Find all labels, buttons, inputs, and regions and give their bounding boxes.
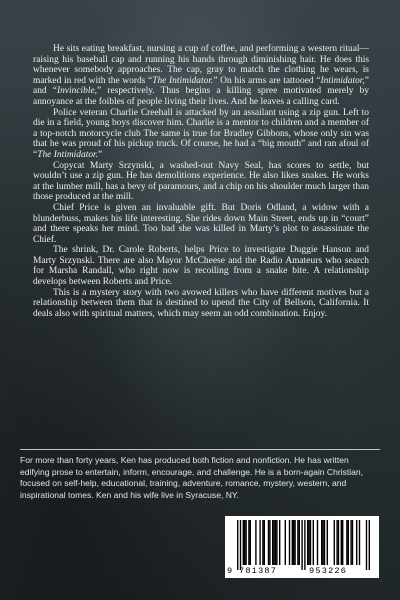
barcode-bar: [276, 520, 277, 565]
synopsis-paragraph-4: Chief Price is given an invaluable gift. But Doris Odland, a widow with a blunderbuss, makes his life interesting. She rides down Main Street, ends up in “court” and there speaks her mind. Too bad she was killed in Marty’s plot to assassinate the Chief.: [33, 202, 369, 245]
barcode-bar: [299, 520, 300, 565]
barcode-bar: [356, 520, 357, 565]
isbn-lead-digit: 9: [227, 566, 233, 576]
barcode-bar: [244, 520, 245, 565]
isbn-right-digits: 953226: [309, 566, 348, 576]
barcode-bar: [292, 520, 293, 565]
barcode-bar: [342, 520, 343, 565]
barcode-bar: [352, 520, 353, 565]
barcode-bar: [297, 520, 298, 565]
barcode-bar: [327, 520, 328, 565]
barcode-bar: [338, 520, 339, 565]
author-bio: For more than forty years, Ken has produced both fiction and nonfiction. He has written edifying prose to entertain, inform, encourage, and challenge. He is a born-again Christian, focused on self-help, educational, training, adventure, romance, mystery, western, and inspirational tomes. Ken and his wife live in Syracuse, NY.: [20, 455, 364, 500]
barcode-bar: [294, 520, 295, 565]
barcode-bar: [346, 520, 347, 565]
barcode-bar: [289, 520, 290, 565]
barcode-bar: [255, 520, 256, 565]
isbn-barcode: [225, 516, 379, 578]
barcode-bar: [321, 520, 322, 565]
barcode-bar: [250, 520, 251, 565]
synopsis-paragraph-2: Police veteran Charlie Creehall is attacked by an assailant using a zip gun. Left to die in a field, young boys discover him. Charlie is a mentor to children and a member of a top-notch motorcycle club The same is true for Bradley Gibbons, whose only sin was that he was proud of his pickup truck. Of course, he had a “big mouth” and ran afoul of “The Intimidator.”: [33, 107, 369, 160]
synopsis-paragraph-1: He sits eating breakfast, nursing a cup of coffee, and performing a western ritual—raising his baseball cap and running his hands through diminishing hair. He does this whenever somebody approaches. The cap, gray to match the clothing he wears, is marked in red with the words “The Intimidator.” On his arms are tattooed “Intimidator,” and “Invincible,” respectively. Thus begins a killing spree motivated merely by annoyance at the foibles of people living their lives. And he leaves a calling card.: [33, 44, 369, 107]
barcode-bar: [245, 520, 246, 565]
synopsis: [33, 44, 369, 319]
barcode-bar: [264, 520, 265, 565]
section-divider: [20, 449, 380, 450]
barcode-bar: [341, 520, 342, 565]
barcode-bar: [279, 520, 280, 565]
synopsis-paragraph-6: This is a mystery story with two avowed killers who have different motives but a relationship between them that is destined to upend the City of Bellson, California. It deals also with spiritual matters, which may seem an odd combination. Enjoy.: [33, 287, 369, 319]
barcode-bar: [324, 520, 325, 565]
barcode-bar: [285, 520, 286, 565]
synopsis-paragraph-5: The shrink, Dr. Carole Roberts, helps Price to investigate Duggie Hanson and Marty Srzynski. There are also Mayor McCheese and the Radio Amateurs who search for Marsha Randall, who right now is recoiling from a snake bite. A relationship develops between Roberts and Price.: [33, 245, 369, 288]
barcode-bar: [310, 520, 311, 565]
barcode-bar: [369, 520, 370, 570]
barcode-bar: [262, 520, 263, 565]
barcode-bar: [308, 520, 309, 565]
barcode-bar: [304, 520, 305, 570]
barcode-bar: [259, 520, 260, 565]
barcode-bar: [348, 520, 349, 565]
barcode-bar: [313, 520, 314, 565]
barcode-bar: [269, 520, 270, 565]
barcode-bar: [322, 520, 323, 565]
barcode-bar: [301, 520, 302, 570]
isbn-number: [225, 566, 379, 578]
barcode-bar: [317, 520, 318, 565]
barcode-bar: [307, 520, 308, 565]
barcode-bar: [293, 520, 294, 565]
barcode-bar: [268, 520, 269, 565]
barcode-bar: [240, 520, 241, 570]
barcode-bar: [334, 520, 335, 565]
barcode-bar: [275, 520, 276, 565]
barcode-bar: [359, 520, 360, 565]
synopsis-paragraph-3: Copycat Marty Srzynski, a washed-out Navy Seal, has scores to settle, but wouldn’t use a zip gun. He has demolitions experience. He also likes snakes. He works at the lumber mill, has a bevy of paramours, and a chip on his shoulder much larger than those produced at the mill.: [33, 160, 369, 203]
barcode-bar: [350, 520, 351, 565]
barcode-bar: [336, 520, 337, 565]
isbn-left-digits: 781387: [239, 566, 278, 576]
barcode-bar: [366, 520, 367, 570]
barcode-bar: [237, 520, 238, 570]
barcode-bar: [272, 520, 273, 565]
barcode-bar: [273, 520, 274, 565]
barcode-bar: [243, 520, 244, 565]
barcode-bar: [248, 520, 249, 565]
